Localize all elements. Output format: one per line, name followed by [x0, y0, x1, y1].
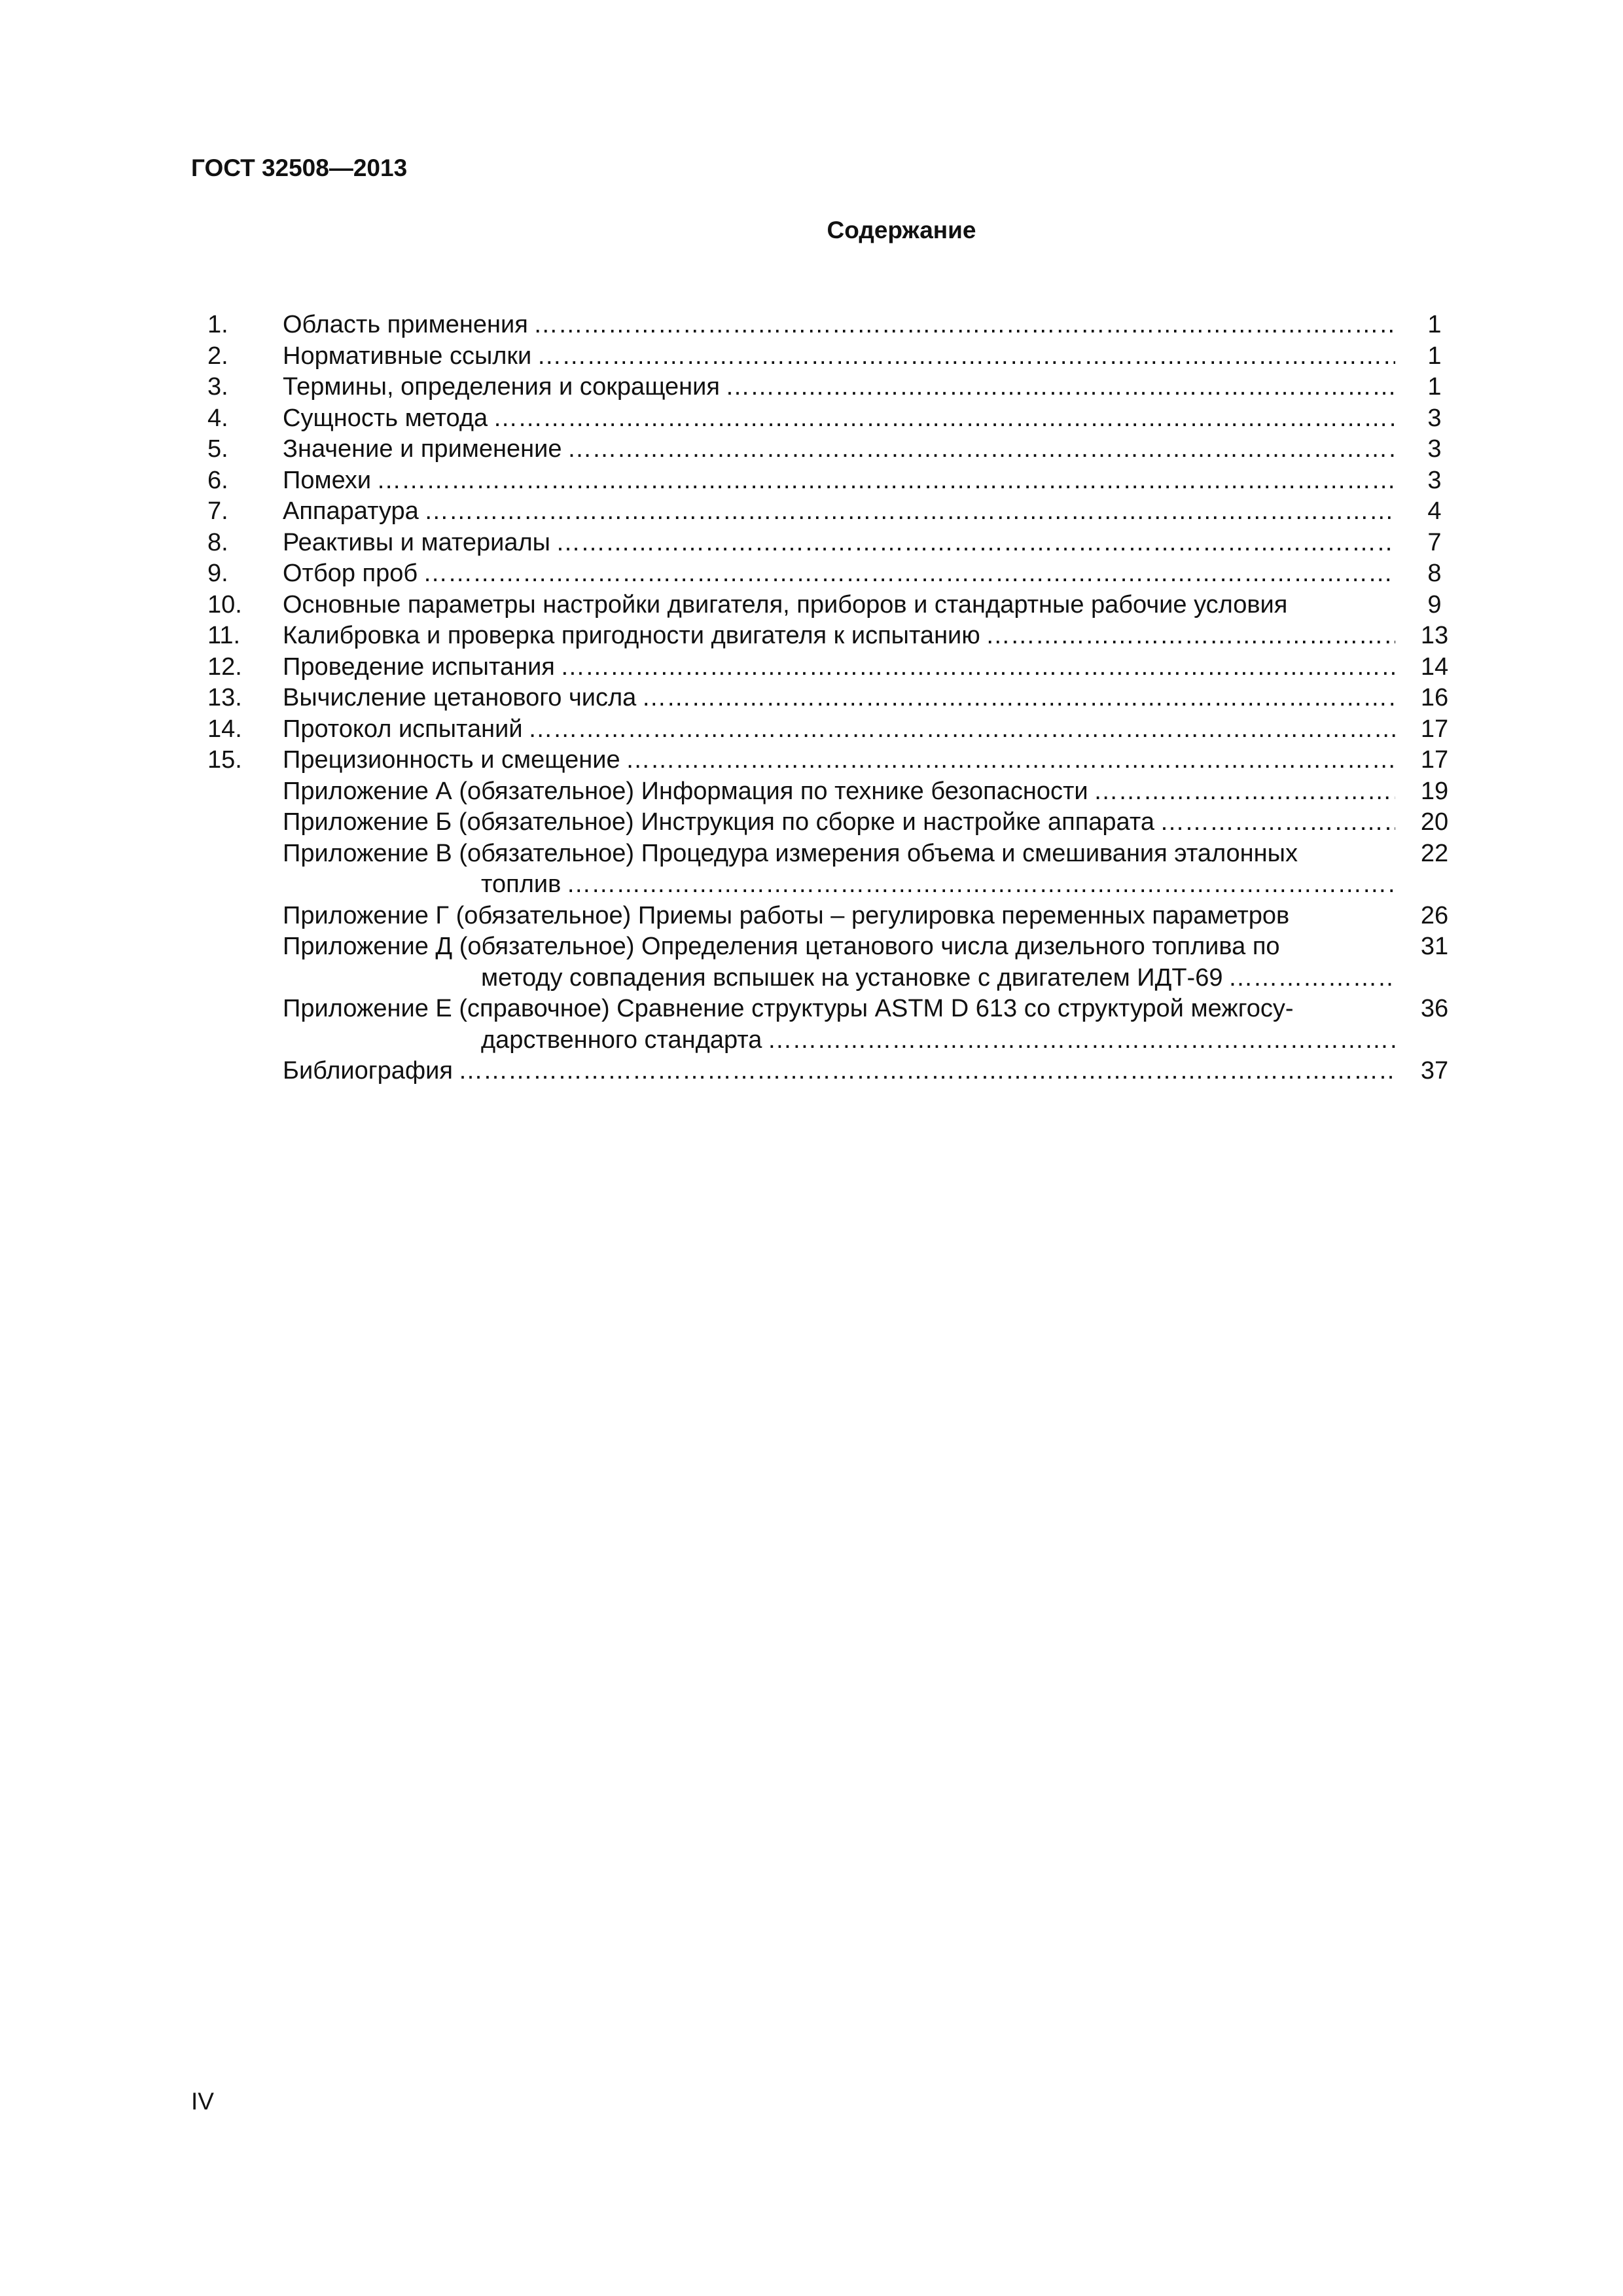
- toc-entry-page: 26: [1420, 901, 1449, 929]
- page-number: IV: [191, 2088, 214, 2115]
- leader-dots: [423, 558, 1395, 590]
- toc-entry-title: Протокол испытаний: [283, 715, 523, 743]
- toc-entry[interactable]: [191, 838, 1467, 901]
- toc-entry-title: Отбор проб: [283, 560, 418, 587]
- toc-entry-number: 4.: [207, 404, 228, 432]
- toc-entry-page: 14: [1420, 653, 1449, 681]
- leader-dots: [560, 652, 1395, 683]
- toc-entry-page: 3: [1427, 466, 1442, 494]
- toc-entry-page: 17: [1420, 715, 1449, 743]
- table-of-contents: [191, 310, 1467, 1087]
- toc-entry-number: 5.: [207, 435, 228, 463]
- toc-entry-title: Помехи: [283, 466, 372, 494]
- leader-dots: [986, 620, 1395, 652]
- toc-entry-number: 7.: [207, 497, 228, 525]
- leader-dots: [556, 528, 1395, 559]
- leader-dots: [537, 341, 1395, 372]
- toc-entry-page: 7: [1427, 528, 1442, 556]
- toc-entry-title: Приложение Б (обязательное) Инструкция по сборке и настройке аппарата: [283, 808, 1154, 836]
- leader-dots: [626, 745, 1395, 776]
- toc-title: Содержание: [827, 217, 976, 243]
- toc-entry-number: 1.: [207, 311, 228, 338]
- toc-entry-page: 36: [1420, 995, 1449, 1022]
- toc-entry-title: Термины, определения и сокращения: [283, 373, 720, 401]
- leader-dots: [566, 869, 1395, 901]
- toc-entry-title: Приложение В (обязательное) Процедура измерения объема и смешивания эталонных: [283, 839, 1298, 867]
- leader-dots: [725, 372, 1395, 403]
- toc-entry-title: Проведение испытания: [283, 653, 555, 681]
- toc-entry[interactable]: [191, 558, 1467, 590]
- toc-entry-title: Приложение Г (обязательное) Приемы работы – регулировка переменных параметров: [283, 901, 1290, 929]
- toc-entry-page: 4: [1427, 497, 1442, 525]
- toc-entry-page: 19: [1420, 777, 1449, 805]
- toc-entry-page: 8: [1427, 560, 1442, 587]
- leader-dots: [528, 714, 1395, 745]
- toc-entry-title: Калибровка и проверка пригодности двигателя к испытанию: [283, 622, 980, 649]
- document-code: ГОСТ 32508—2013: [191, 154, 408, 181]
- toc-entry-title: Реактивы и материалы: [283, 528, 550, 556]
- toc-entry-title: Аппаратура: [283, 497, 419, 525]
- toc-entry[interactable]: [191, 807, 1467, 838]
- toc-entry-number: 3.: [207, 373, 228, 401]
- toc-entry[interactable]: [191, 434, 1467, 465]
- toc-entry-page: 1: [1427, 342, 1442, 370]
- toc-entry-number: 9.: [207, 560, 228, 587]
- toc-entry-title: топлив: [481, 870, 562, 898]
- toc-entry-page: 16: [1420, 684, 1449, 711]
- toc-entry-title: Приложение Е (справочное) Сравнение структуры ASTM D 613 со структурой межгосу-: [283, 995, 1294, 1022]
- leader-dots: [567, 434, 1395, 465]
- toc-entry-number: 12.: [207, 653, 242, 681]
- leader-dots: [1094, 776, 1395, 808]
- toc-entry-title: Значение и применение: [283, 435, 562, 463]
- leader-dots: [641, 683, 1395, 714]
- toc-entry-number: 14.: [207, 715, 242, 743]
- toc-entry-title: методу совпадения вспышек на установке с двигателем ИДТ-69: [481, 963, 1223, 992]
- toc-entry-page: 37: [1420, 1057, 1449, 1085]
- toc-entry-number: 2.: [207, 342, 228, 370]
- toc-entry[interactable]: [191, 652, 1467, 683]
- toc-entry[interactable]: [191, 901, 1467, 932]
- toc-entry-number: 11.: [207, 622, 241, 649]
- toc-entry[interactable]: [191, 496, 1467, 528]
- toc-entry-number: 15.: [207, 746, 242, 774]
- leader-dots: [376, 465, 1395, 497]
- toc-entry[interactable]: [191, 403, 1467, 435]
- leader-dots: [1160, 807, 1395, 838]
- toc-entry[interactable]: [191, 931, 1467, 994]
- toc-entry-page: 9: [1427, 590, 1442, 619]
- toc-entry[interactable]: [191, 620, 1467, 652]
- toc-entry-title: Сущность метода: [283, 404, 488, 432]
- toc-entry-page: 1: [1427, 311, 1442, 338]
- toc-entry-title: Вычисление цетанового числа: [283, 684, 637, 711]
- toc-entry-title: Библиография: [283, 1057, 453, 1085]
- toc-entry-number: 13.: [207, 684, 242, 711]
- toc-entry-page: 31: [1420, 933, 1449, 960]
- leader-dots: [458, 1056, 1395, 1087]
- toc-entry-title: Приложение А (обязательное) Информация по технике безопасности: [283, 777, 1088, 805]
- toc-entry[interactable]: [191, 310, 1467, 341]
- toc-entry-number: 6.: [207, 466, 228, 494]
- toc-entry-title: Нормативные ссылки: [283, 342, 532, 370]
- toc-entry[interactable]: [191, 528, 1467, 559]
- toc-entry-page: 13: [1420, 622, 1449, 649]
- toc-entry[interactable]: [191, 776, 1467, 808]
- toc-entry-page: 3: [1427, 435, 1442, 463]
- toc-entry-page: 1: [1427, 373, 1442, 401]
- toc-entry[interactable]: [191, 465, 1467, 497]
- toc-entry[interactable]: [191, 994, 1467, 1056]
- toc-entry[interactable]: [191, 341, 1467, 372]
- toc-entry-page: 22: [1420, 839, 1449, 867]
- toc-entry[interactable]: [191, 590, 1467, 621]
- toc-entry-title: Основные параметры настройки двигателя, приборов и стандартные рабочие условия: [283, 590, 1288, 619]
- toc-entry-page: 17: [1420, 746, 1449, 774]
- leader-dots: [493, 403, 1395, 435]
- toc-entry[interactable]: [191, 372, 1467, 403]
- toc-entry-page: 3: [1427, 404, 1442, 432]
- leader-dots: [533, 310, 1395, 341]
- leader-dots: [767, 1025, 1395, 1056]
- toc-entry[interactable]: [191, 1056, 1467, 1087]
- toc-entry-page: 20: [1420, 808, 1449, 836]
- toc-entry-title: Прецизионность и смещение: [283, 746, 620, 774]
- toc-entry-title: Область применения: [283, 311, 528, 338]
- toc-entry[interactable]: [191, 683, 1467, 714]
- leader-dots: [424, 496, 1395, 528]
- toc-entry-title: Приложение Д (обязательное) Определения цетанового числа дизельного топлива по: [283, 933, 1280, 960]
- toc-entry-number: 10.: [207, 590, 242, 619]
- toc-entry[interactable]: [191, 745, 1467, 776]
- leader-dots: [1228, 963, 1395, 994]
- toc-entry[interactable]: [191, 714, 1467, 745]
- toc-entry-number: 8.: [207, 528, 228, 556]
- toc-entry-title: дарственного стандарта: [481, 1026, 762, 1054]
